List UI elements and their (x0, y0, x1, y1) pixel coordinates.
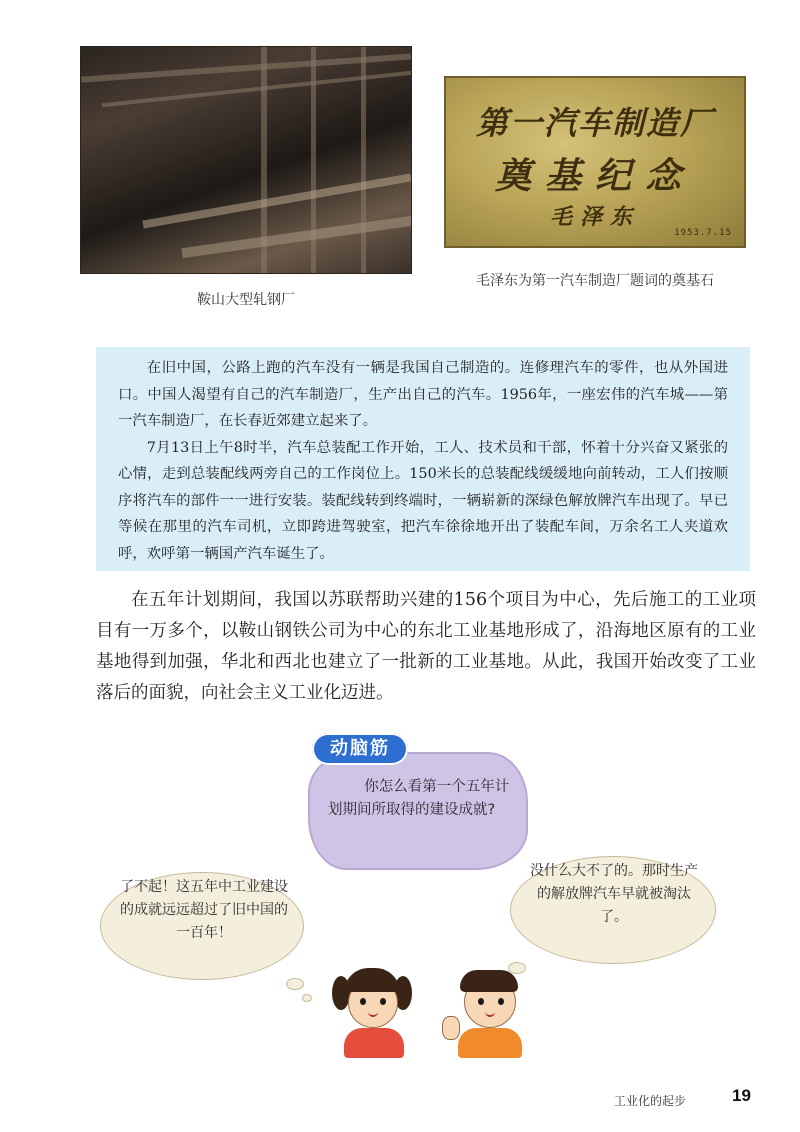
reading-box (96, 347, 750, 571)
speech-left-text: 了不起！这五年中工业建设的成就远远超过了旧中国的一百年！ (120, 879, 288, 941)
think-question: 你怎么看第一个五年计划期间所取得的建设成就? (328, 779, 510, 818)
plaque-inscription-line2: 奠基纪念 (494, 155, 695, 197)
girl-illustration (330, 968, 420, 1058)
speech-right-text: 没什么大不了的。那时生产的解放牌汽车早就被淘汰了。 (530, 863, 698, 925)
plaque-date: 1953.7.15 (674, 228, 732, 238)
reading-paragraph: 7月13日上午8时半，汽车总装配工作开始，工人、技术员和干部，怀着十分兴奋又紧张的心情，走到总装配线两旁自己的工作岗位上。150米长的总装配线缓缓地向前转动，工人们按顺序将汽车的部件一一进行安装。装配线转到终端时，一辆崭新的深绿色解放牌汽车出现了。早已等候在那里的汽车司机，立即跨进驾驶室，把汽车徐徐地开出了装配车间，万余名工人夹道欢呼，欢呼第一辆国产汽车诞生了。 (118, 439, 728, 562)
foundation-stone-caption: 毛泽东为第一汽车制造厂题词的奠基石 (476, 273, 714, 289)
bubble-tail-left (302, 994, 312, 1002)
foundation-stone-photo (444, 76, 746, 248)
steel-mill-caption: 鞍山大型轧钢厂 (197, 292, 295, 308)
boy-illustration (442, 966, 532, 1058)
think-tag: 动脑筋 (312, 733, 408, 765)
section-title: 工业化的起步 (614, 1094, 687, 1108)
page-number: 19 (732, 1086, 751, 1105)
steel-mill-photo (80, 46, 412, 274)
main-paragraph: 在五年计划期间，我国以苏联帮助兴建的156个项目为中心，先后施工的工业项目有一万多个，以鞍山钢铁公司为中心的东北工业基地形成了，沿海地区原有的工业基地得到加强，华北和西北也建立了一批新的工业基地。从此，我国开始改变了工业落后的面貌，向社会主义工业化迈进。 (96, 590, 756, 703)
plaque-signature: 毛泽东 (549, 204, 640, 230)
reading-paragraph: 在旧中国，公路上跑的汽车没有一辆是我国自己制造的。连修理汽车的零件，也从外国进口。中国人渴望有自己的汽车制造厂，生产出自己的汽车。1956年，一座宏伟的汽车城——第一汽车制造厂，在长春近郊建立起来了。 (118, 360, 728, 429)
plaque-inscription-line1: 第一汽车制造厂 (475, 104, 714, 142)
bubble-tail-left (286, 978, 304, 990)
